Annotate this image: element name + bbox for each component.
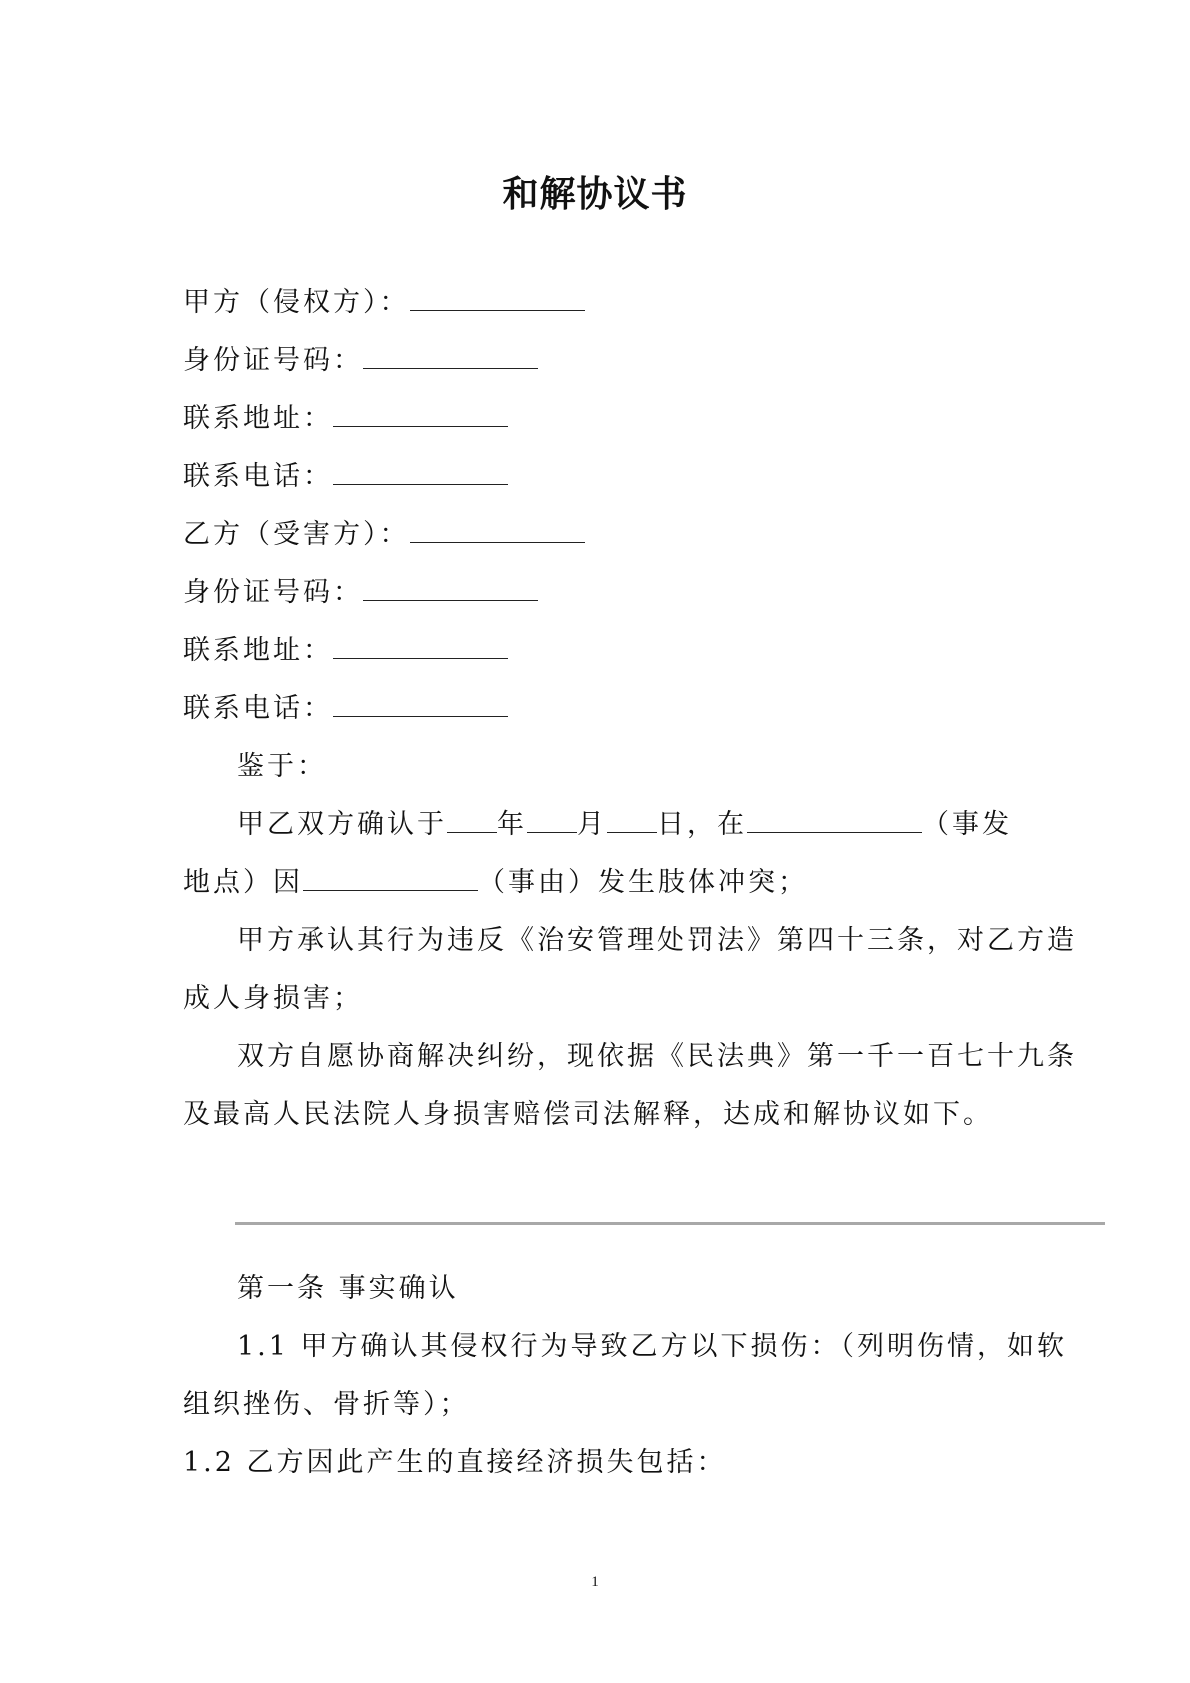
month-blank[interactable] [527,808,577,833]
party-b-phone-blank[interactable] [333,692,508,717]
recital-1-line-1 [237,802,1012,841]
section-divider [235,1222,1105,1225]
party-a-name-label: 甲方（侵权方）： [183,287,410,318]
clause-1-1-line-2: 组织挫伤、骨折等）； [183,1389,470,1420]
party-b-id-blank[interactable] [363,576,538,601]
recital-1-line-2-suffix: （事由）发生肢体冲突； [478,867,808,898]
party-b-name-blank[interactable] [410,518,585,543]
recital-3-line-2: 及最高人民法院人身损害赔偿司法解释，达成和解协议如下。 [183,1099,993,1130]
party-b-phone-line [183,686,508,725]
recitals-heading: 鉴于： [237,751,327,782]
party-a-id-blank[interactable] [363,344,538,369]
party-a-id-line [183,338,538,377]
day-label: 日，在 [657,809,747,840]
day-blank[interactable] [607,808,657,833]
year-label: 年 [497,809,527,840]
party-a-phone-label: 联系电话： [183,461,333,492]
recital-3-line-1: 双方自愿协商解决纠纷，现依据《民法典》第一千一百七十九条 [237,1041,1077,1072]
recital-1-prefix: 甲乙双方确认于 [237,809,447,840]
party-b-id-line [183,570,538,609]
party-a-address-label: 联系地址： [183,403,333,434]
party-b-name-line [183,512,585,551]
recital-2-line-2: 成人身损害； [183,983,363,1014]
article-1-heading: 第一条 事实确认 [237,1273,459,1304]
recital-2-line-1: 甲方承认其行为违反《治安管理处罚法》第四十三条，对乙方造 [237,925,1077,956]
party-a-name-line [183,280,585,319]
month-label: 月 [577,809,607,840]
party-b-address-line [183,628,508,667]
place-suffix: （事发 [922,809,1012,840]
cause-blank[interactable] [303,866,478,891]
party-a-address-blank[interactable] [333,402,508,427]
party-b-address-blank[interactable] [333,634,508,659]
party-a-phone-line [183,454,508,493]
clause-1-2: 1.2 乙方因此产生的直接经济损失包括： [183,1447,727,1478]
party-a-phone-blank[interactable] [333,460,508,485]
place-blank[interactable] [747,808,922,833]
recital-1-line-2-prefix: 地点）因 [183,867,303,898]
document-title: 和解协议书 [502,173,688,215]
party-a-name-blank[interactable] [410,286,585,311]
party-b-phone-label: 联系电话： [183,693,333,724]
party-a-address-line [183,396,508,435]
clause-1-1-line-1: 1.1 甲方确认其侵权行为导致乙方以下损伤：（列明伤情，如软 [237,1331,1068,1362]
year-blank[interactable] [447,808,497,833]
party-a-id-label: 身份证号码： [183,345,363,376]
party-b-name-label: 乙方（受害方）： [183,519,410,550]
recital-1-line-2 [183,860,808,899]
page-number: 1 [591,1574,599,1590]
party-b-id-label: 身份证号码： [183,577,363,608]
party-b-address-label: 联系地址： [183,635,333,666]
